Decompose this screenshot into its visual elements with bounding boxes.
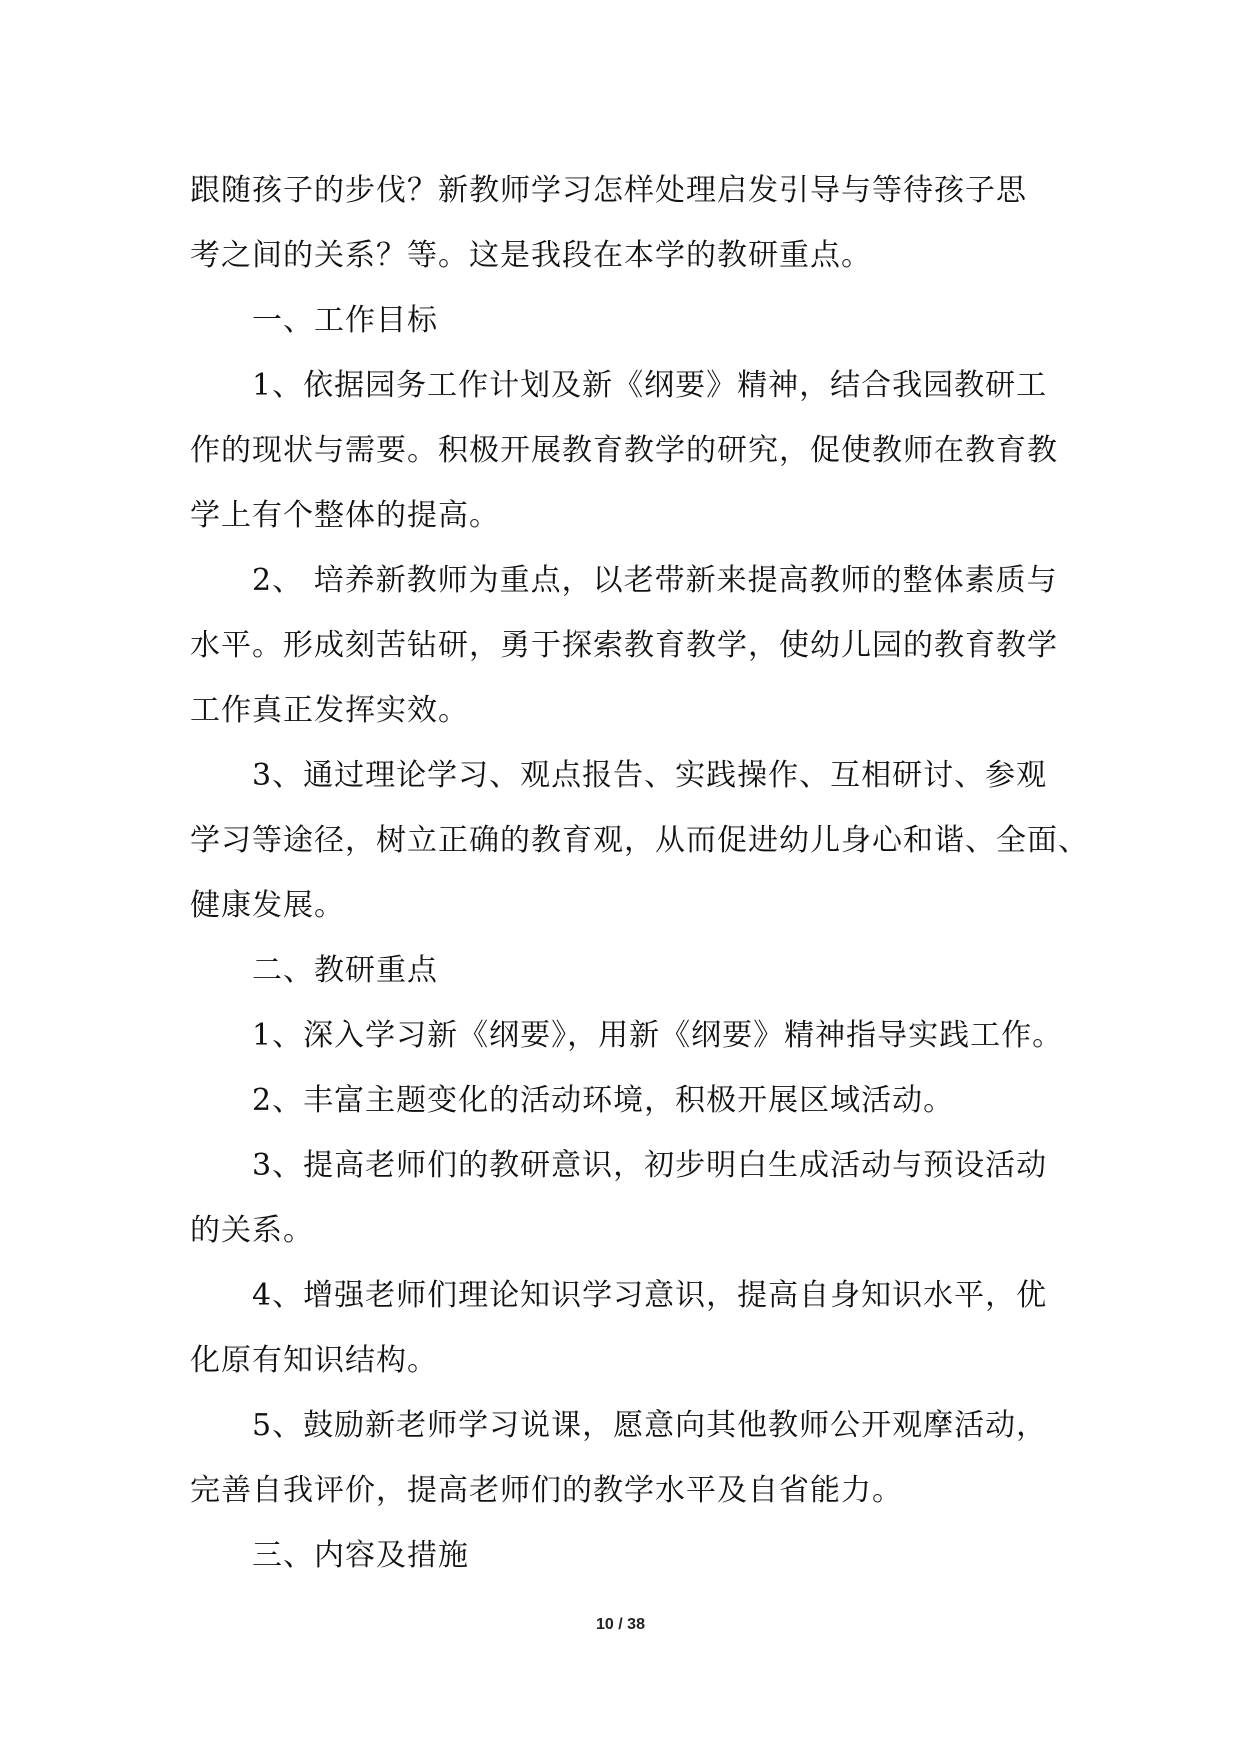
text-line: 4、增强老师们理论知识学习意识，提高自身知识水平，优 <box>252 1278 1048 1313</box>
text-line: 的关系。 <box>190 1213 314 1248</box>
text-line: 2、丰富主题变化的活动环境，积极开展区域活动。 <box>252 1083 955 1118</box>
text-line: 3、通过理论学习、观点报告、实践操作、互相研讨、参观 <box>252 758 1048 793</box>
text-line: 考之间的关系？等。这是我段在本学的教研重点。 <box>190 238 872 273</box>
text-line: 2、 培养新教师为重点，以老带新来提高教师的整体素质与 <box>252 563 1058 598</box>
text-line: 学上有个整体的提高。 <box>190 498 500 533</box>
document-body <box>190 158 1089 1588</box>
text-line: 作的现状与需要。积极开展教育教学的研究，促使教师在教育教 <box>190 433 1058 468</box>
text-line: 一、工作目标 <box>252 303 438 338</box>
text-line: 健康发展。 <box>190 888 345 923</box>
text-line: 三、内容及措施 <box>252 1538 469 1573</box>
text-line: 工作真正发挥实效。 <box>190 693 469 728</box>
text-line: 水平。形成刻苦钻研，勇于探索教育教学，使幼儿园的教育教学 <box>190 628 1058 663</box>
text-line: 学习等途径，树立正确的教育观，从而促进幼儿身心和谐、全面、 <box>190 823 1089 858</box>
text-line: 5、鼓励新老师学习说课，愿意向其他教师公开观摩活动， <box>252 1408 1048 1443</box>
text-line: 化原有知识结构。 <box>190 1343 438 1378</box>
page-number: 10 / 38 <box>596 1616 645 1633</box>
text-line: 1、深入学习新《纲要》，用新《纲要》精神指导实践工作。 <box>252 1018 1064 1053</box>
text-line: 跟随孩子的步伐？新教师学习怎样处理启发引导与等待孩子思 <box>190 173 1027 208</box>
text-line: 3、提高老师们的教研意识，初步明白生成活动与预设活动 <box>252 1148 1048 1183</box>
text-line: 完善自我评价，提高老师们的教学水平及自省能力。 <box>190 1473 903 1508</box>
text-line: 二、教研重点 <box>252 953 438 988</box>
text-line: 1、依据园务工作计划及新《纲要》精神，结合我园教研工 <box>252 368 1048 403</box>
